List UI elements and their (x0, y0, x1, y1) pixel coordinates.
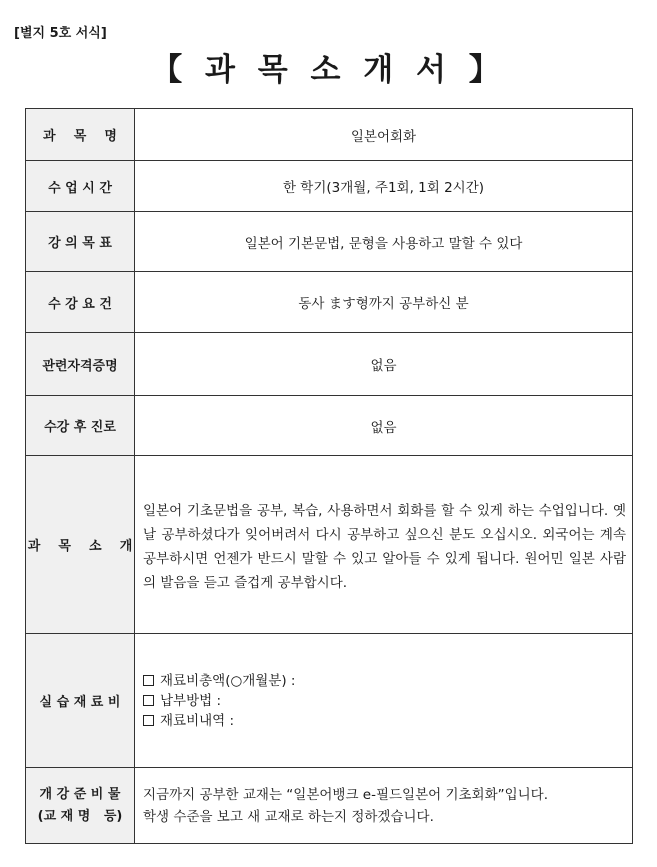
certificate-label: 관련자격증명 (26, 333, 135, 396)
intro-text: 일본어 기초문법을 공부, 복습, 사용하면서 회화를 할 수 있게 하는 수업입니다. 옛날 공부하셨다가 잊어버려서 다시 공부하고 싶으신 분도 오십시오. 외국어는 계속 공부하시면 언젠가 반드시 말할 수 있고 알아들 수 있게 됩니다. 원어민 일본 사람의 발음을 듣고 즐겁게 공부합시다. (143, 502, 626, 591)
prep-line2: 학생 수준을 보고 새 교재로 하는지 정하겠습니다. (143, 808, 434, 825)
fee-payment-item (143, 691, 626, 711)
certificate-value: 없음 (135, 333, 633, 396)
hours-label: 수 업 시 간 (26, 161, 135, 212)
subject-label: 과 목 명 (26, 109, 135, 161)
career-label: 수강 후 진로 (26, 396, 135, 456)
fee-detail-item (143, 711, 626, 731)
career-value: 없음 (135, 396, 633, 456)
fee-detail-text: 재료비내역 : (160, 712, 235, 729)
requirement-value: 동사 ます형까지 공부하신 분 (135, 272, 633, 333)
requirement-label: 수 강 요 건 (26, 272, 135, 333)
materials-fee-cell (135, 634, 633, 768)
goal-value: 일본어 기본문법, 문형을 사용하고 말할 수 있다 (135, 212, 633, 272)
materials-fee-label: 실 습 재 료 비 (26, 634, 135, 768)
row-hours (26, 161, 633, 212)
checkbox-icon[interactable] (143, 675, 154, 686)
fee-total-item (143, 671, 626, 691)
form-number-label: [별지 5호 서식] (14, 26, 107, 41)
row-certificate (26, 333, 633, 396)
row-prep (26, 768, 633, 844)
subject-value: 일본어회화 (135, 109, 633, 161)
prep-line1: 지금까지 공부한 교재는 “일본어뱅크 e-필드일본어 기초회화”입니다. (143, 786, 549, 803)
row-goal (26, 212, 633, 272)
row-career (26, 396, 633, 456)
fee-total-text: 재료비총액(○개월분) : (160, 672, 296, 689)
checkbox-icon[interactable] (143, 695, 154, 706)
prep-label-line1: 개 강 준 비 물 (39, 786, 121, 802)
prep-label (26, 768, 135, 844)
hours-value: 한 학기(3개월, 주1회, 1회 2시간) (135, 161, 633, 212)
intro-cell (135, 456, 633, 634)
course-intro-table (25, 108, 633, 844)
fee-payment-text: 납부방법 : (160, 692, 222, 709)
document-title: 【 과 목 소 개 서 】 (151, 52, 506, 88)
goal-label: 강 의 목 표 (26, 212, 135, 272)
checkbox-icon[interactable] (143, 715, 154, 726)
prep-cell (135, 768, 633, 844)
row-intro (26, 456, 633, 634)
intro-label: 과 목 소 개 (26, 456, 135, 634)
row-requirement (26, 272, 633, 333)
prep-label-line2: (교 재 명 등) (37, 808, 123, 824)
row-materials-fee (26, 634, 633, 768)
row-subject (26, 109, 633, 161)
